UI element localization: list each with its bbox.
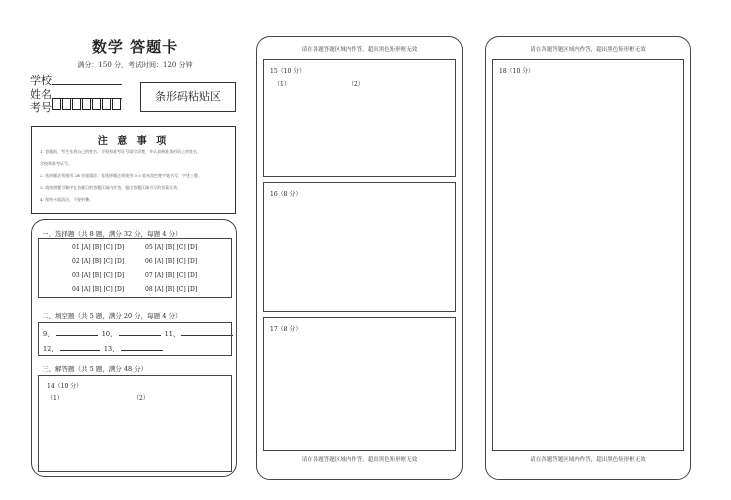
blank-13[interactable] xyxy=(121,350,163,351)
q17-answer-box[interactable] xyxy=(263,317,456,451)
q14-sub1: （1） xyxy=(47,395,63,402)
notice-item: 4. 保持卡面清洁，不要折叠。 xyxy=(40,197,94,202)
q14-sub2: （2） xyxy=(133,395,149,402)
q15-sub2: （2） xyxy=(348,81,364,88)
q18-label: 18（10 分） xyxy=(499,68,535,75)
blank-9[interactable] xyxy=(56,335,98,336)
q16-label: 16（8 分） xyxy=(270,191,302,198)
exam-no-label: 考号 xyxy=(30,101,52,114)
mc-box xyxy=(38,238,232,298)
area-notice-top: 请在各题答题区域内作答，超出黑色矩形框无效 xyxy=(301,47,418,53)
section-solve-label: 三、解答题（共 5 题，满分 48 分） xyxy=(42,365,148,373)
q14-label: 14（10 分） xyxy=(47,383,83,390)
mc-option-row[interactable]: 02 [A] [B] [C] [D] xyxy=(72,258,125,265)
notice-item: 3. 请按照题号顺序在各题目的答题区域内作答，超出答题区域书写的答案无效。 xyxy=(40,185,182,190)
area-notice-bottom: 请在各题答题区域内作答，超出黑色矩形框无效 xyxy=(301,457,418,463)
mc-option-row[interactable]: 04 [A] [B] [C] [D] xyxy=(72,286,125,293)
notice-title: 注 意 事 项 xyxy=(97,136,170,147)
q15-label: 15（10 分） xyxy=(270,68,306,75)
q16-answer-box[interactable] xyxy=(263,182,456,312)
exam-no-box[interactable] xyxy=(112,98,121,110)
blank-label: 12、 xyxy=(43,345,58,353)
exam-no-box[interactable] xyxy=(82,98,91,110)
blank-12[interactable] xyxy=(60,350,100,351)
exam-no-box[interactable] xyxy=(52,98,61,110)
school-label: 学校 xyxy=(30,74,52,87)
exam-subtitle: 满分：150 分，考试时间：120 分钟 xyxy=(77,61,193,69)
exam-no-box[interactable] xyxy=(72,98,81,110)
notice-item: 学校和准考证号。 xyxy=(40,161,72,166)
answer-card-right xyxy=(485,36,691,480)
notice-item: 1. 答题前，考生先将自己的姓名、学校和准考证号填写清楚，并认真核准条形码上的姓名、 xyxy=(40,149,202,154)
school-field[interactable] xyxy=(52,84,122,85)
mc-option-row[interactable]: 07 [A] [B] [C] [D] xyxy=(145,272,198,279)
mc-option-row[interactable]: 03 [A] [B] [C] [D] xyxy=(72,272,125,279)
fill-row xyxy=(43,329,235,338)
notice-item: 2. 选择题必须使用 2B 铅笔填涂；非选择题必须使用 0.5 毫米黑色签字笔书写，字迹工整。 xyxy=(40,173,203,178)
blank-label: 13、 xyxy=(103,345,119,353)
blank-label: 10、 xyxy=(101,330,117,338)
notice-box xyxy=(31,126,236,214)
blank-label: 9、 xyxy=(43,330,54,338)
q15-answer-box[interactable] xyxy=(263,59,456,177)
answer-card-middle xyxy=(256,36,463,480)
q18-answer-box[interactable] xyxy=(492,59,684,451)
mc-option-row[interactable]: 01 [A] [B] [C] [D] xyxy=(72,244,125,251)
fill-row xyxy=(43,344,165,353)
barcode-area: 条形码粘贴区 xyxy=(140,82,236,112)
blank-label: 11、 xyxy=(164,330,180,338)
area-notice-bottom: 请在各题答题区域内作答，超出黑色矩形框无效 xyxy=(530,457,646,463)
exam-no-box[interactable] xyxy=(102,98,111,110)
section-fill-label: 二、填空题（共 5 题，满分 20 分，每题 4 分） xyxy=(42,312,182,320)
area-notice-top: 请在各题答题区域内作答，超出黑色矩形框无效 xyxy=(530,47,646,53)
q14-answer-box[interactable] xyxy=(38,375,232,472)
mc-option-row[interactable]: 08 [A] [B] [C] [D] xyxy=(145,286,198,293)
section-mc-label: 一、选择题（共 8 题，满分 32 分，每题 4 分） xyxy=(42,230,182,238)
answer-card-left xyxy=(31,219,237,477)
mc-option-row[interactable]: 05 [A] [B] [C] [D] xyxy=(145,244,198,251)
q17-label: 17（8 分） xyxy=(270,326,302,333)
exam-no-box[interactable] xyxy=(92,98,101,110)
page-title: 数学 答题卡 xyxy=(91,38,179,56)
exam-no-box[interactable] xyxy=(62,98,71,110)
blank-10[interactable] xyxy=(119,335,161,336)
blank-11[interactable] xyxy=(181,335,233,336)
mc-option-row[interactable]: 06 [A] [B] [C] [D] xyxy=(145,258,198,265)
q15-sub1: （1） xyxy=(274,81,290,88)
fill-box xyxy=(38,322,232,356)
name-label: 姓名 xyxy=(30,88,52,101)
